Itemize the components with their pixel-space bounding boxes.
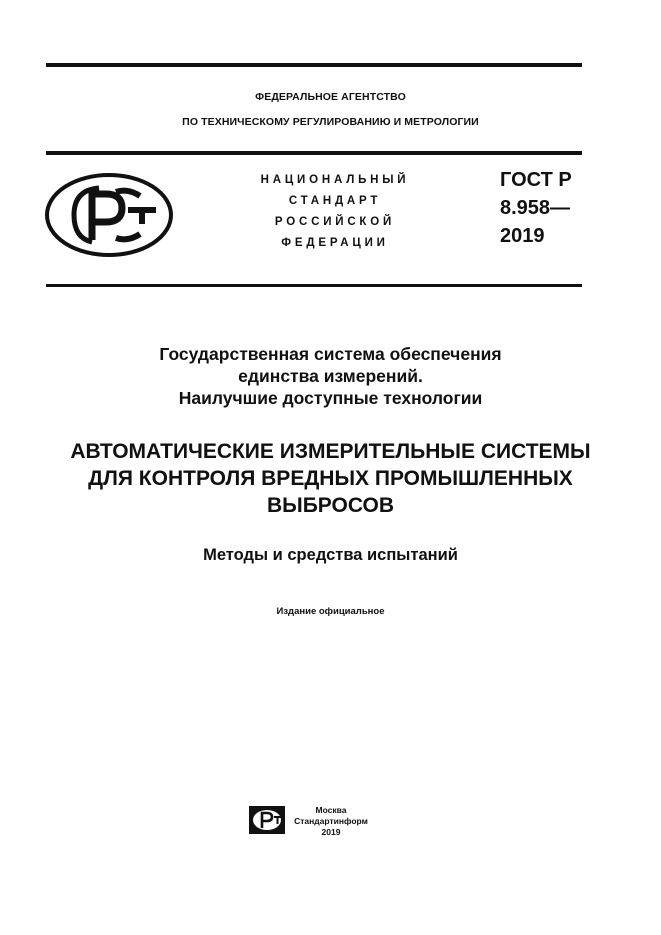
rst-emblem-icon bbox=[44, 172, 174, 263]
publisher-name: Стандартинформ bbox=[294, 816, 368, 826]
designation-line-1: ГОСТ Р bbox=[500, 169, 572, 191]
methods-subtitle: Методы и средства испытаний bbox=[203, 546, 458, 564]
subtitle-line-2: единства измерений. bbox=[238, 366, 423, 386]
subtitle bbox=[0, 343, 661, 409]
agency-line-2: ПО ТЕХНИЧЕСКОМУ РЕГУЛИРОВАНИЮ И МЕТРОЛОГИИ bbox=[182, 116, 479, 128]
title-line-2: ДЛЯ КОНТРОЛЯ ВРЕДНЫХ ПРОМЫШЛЕННЫХ bbox=[88, 467, 573, 490]
designation-line-3: 2019 bbox=[500, 225, 545, 247]
standard-type-line-3: РОССИЙСКОЙ bbox=[274, 216, 396, 228]
publisher-year: 2019 bbox=[321, 827, 341, 837]
document-title bbox=[0, 438, 661, 519]
standard-type-line-4: ФЕДЕРАЦИИ bbox=[281, 237, 389, 249]
standard-type-line-1: НАЦИОНАЛЬНЫЙ bbox=[260, 174, 410, 186]
title-line-3: ВЫБРОСОВ bbox=[266, 494, 395, 517]
header-rule bbox=[46, 151, 582, 155]
standartinform-logo-icon bbox=[248, 805, 286, 840]
top-rule bbox=[46, 63, 582, 67]
header-bottom-rule bbox=[46, 284, 582, 287]
edition-label: Издание официальное bbox=[276, 606, 385, 617]
designation bbox=[500, 166, 572, 250]
standard-type-line-2: СТАНДАРТ bbox=[288, 195, 382, 207]
designation-line-2: 8.958— bbox=[500, 197, 571, 219]
title-line-1: АВТОМАТИЧЕСКИЕ ИЗМЕРИТЕЛЬНЫЕ СИСТЕМЫ bbox=[70, 440, 591, 463]
subtitle-line-1: Государственная система обеспечения bbox=[159, 344, 502, 364]
subtitle-line-3: Наилучшие доступные технологии bbox=[178, 388, 483, 408]
publisher-city: Москва bbox=[315, 805, 347, 815]
standard-type bbox=[235, 170, 435, 254]
publisher-info bbox=[290, 805, 372, 838]
agency-line-1: ФЕДЕРАЛЬНОЕ АГЕНТСТВО bbox=[255, 91, 406, 103]
